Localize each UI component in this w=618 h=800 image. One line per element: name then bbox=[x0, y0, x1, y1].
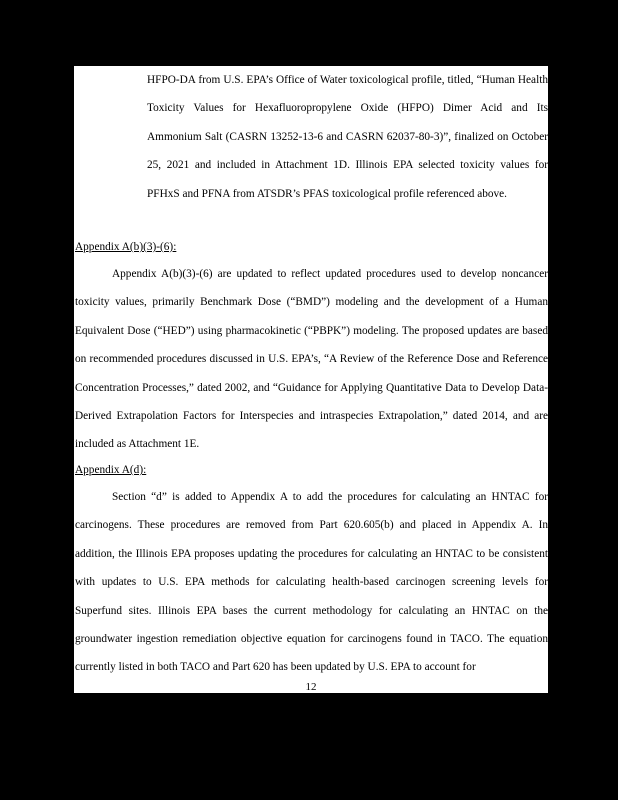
page-number: 12 bbox=[305, 681, 317, 693]
section-paragraph-appendix-a-b-3-6: Appendix A(b)(3)-(6) are updated to reflect updated procedures used to develop noncancer toxicity values, primarily Benchmark Dose (“BMD”) modeling and the development of a Human Equivalent Dose (“HED”) using pharmacokinetic (“PBPK”) modeling. The proposed updates are based on recommended procedures discussed in U.S. EPA’s, “A Review of the Reference Dose and Reference Concentration Processes,” dated 2002, and “Guidance for Applying Quantitative Data to Develop Data-Derived Extrapolation Factors for Interspecies and intraspecies Extrapolation,” dated 2014, and are included as Attachment 1E. bbox=[75, 268, 548, 451]
document-page bbox=[74, 66, 548, 693]
section-heading-appendix-a-b-3-6: Appendix A(b)(3)-(6): bbox=[75, 241, 177, 253]
section-paragraph-appendix-a-d: Section “d” is added to Appendix A to add the procedures for calculating an HNTAC for carcinogens. These procedures are removed from Part 620.605(b) and placed in Appendix A. In addition, the Illinois EPA proposes updating the procedures for calculating an HNTAC to be consistent with updates to U.S. EPA methods for calculating health-based carcinogen screening levels for Superfund sites. Illinois EPA bases the current methodology for calculating an HNTAC on the groundwater ingestion remediation objective equation for carcinogens found in TACO. The equation currently listed in both TACO and Part 620 has been updated by U.S. EPA to account for bbox=[75, 491, 548, 674]
continued-paragraph: HFPO-DA from U.S. EPA’s Office of Water toxicological profile, titled, “Human Health Toxicity Values for Hexafluoropropylene Oxide (HFPO) Dimer Acid and Its Ammonium Salt (CASRN 13252-13-6 and CASRN 62037-80-3)”, finalized on October 25, 2021 and included in Attachment 1D. Illinois EPA selected toxicity values for PFHxS and PFNA from ATSDR’s PFAS toxicological profile referenced above. bbox=[147, 74, 548, 200]
section-heading-appendix-a-d: Appendix A(d): bbox=[75, 464, 147, 476]
